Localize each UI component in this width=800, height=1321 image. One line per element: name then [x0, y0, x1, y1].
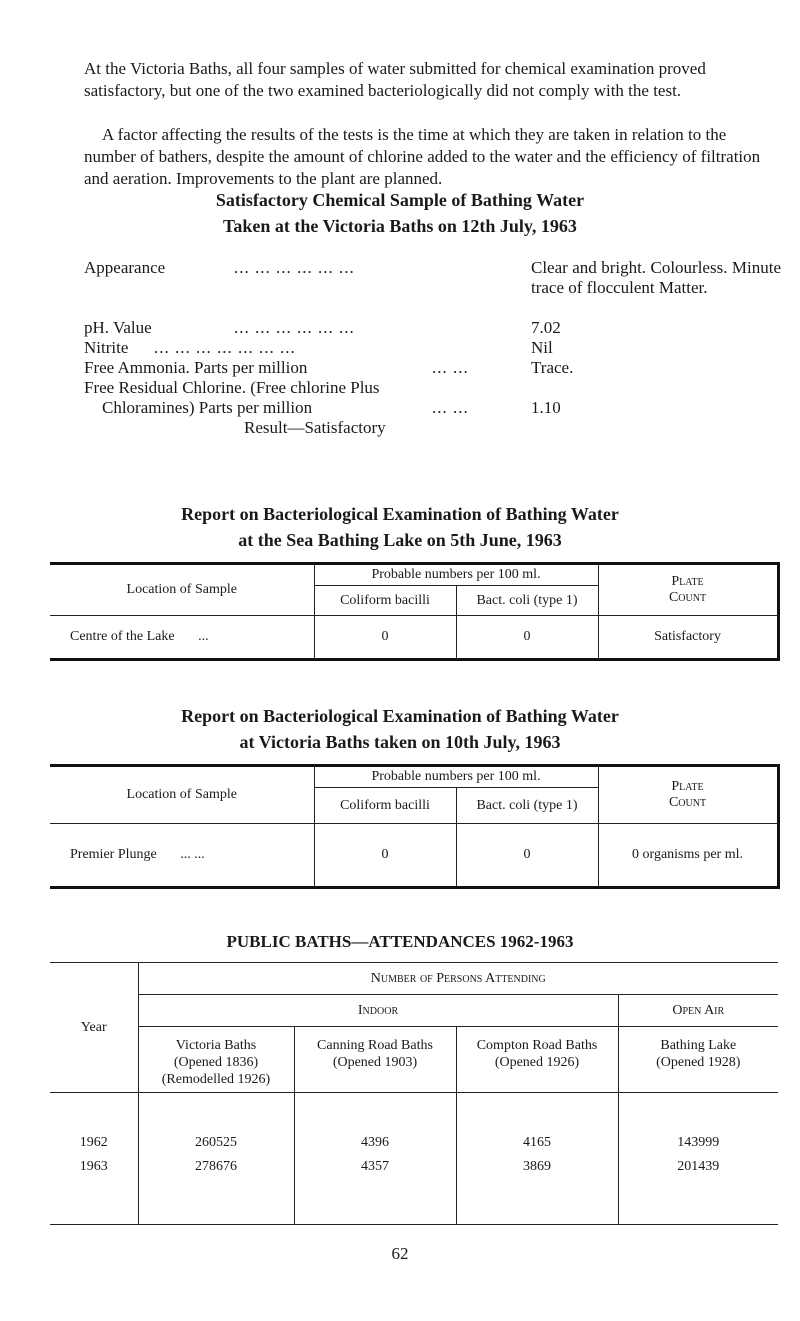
col-sub: (Opened 1903): [332, 1055, 418, 1070]
lake-head-plate: Plate Count: [598, 564, 778, 616]
baths-head-probable: Probable numbers per 100 ml.: [314, 766, 598, 788]
chemical-title-line2: Taken at the Victoria Baths on 12th July, 1963: [223, 216, 577, 236]
col-canning: [294, 1027, 456, 1093]
table-footer-cell: [138, 1195, 294, 1225]
col-name: Victoria Baths: [175, 1038, 257, 1053]
lake-row-location-text: Centre of the Lake: [70, 629, 175, 644]
leader-dots: ... ...: [180, 847, 205, 862]
page-number: 62: [391, 1244, 409, 1263]
col-sub: (Opened 1926): [494, 1055, 580, 1070]
lake-row-bact: 0: [456, 616, 598, 660]
lake-head-coliform: Coliform bacilli: [314, 586, 456, 616]
leader-dots: ... ... ... ... ... ... ...: [154, 338, 296, 357]
col-sub: (Opened 1928): [656, 1055, 741, 1070]
baths-row-location: [50, 824, 314, 888]
col-name: Canning Road Baths: [317, 1038, 433, 1053]
baths-row-location-text: Premier Plunge: [70, 847, 157, 862]
col-victoria: [138, 1027, 294, 1093]
baths-row-plate: 0 organisms per ml.: [598, 824, 778, 888]
row-canning: 4357: [294, 1157, 456, 1195]
table-footer-cell: [456, 1195, 618, 1225]
baths-report-table: [50, 764, 780, 889]
baths-row-bact: 0: [456, 824, 598, 888]
row-year: 1962: [50, 1093, 138, 1157]
lake-report-title-line1: Report on Bacteriological Examination of Bathing Water: [181, 504, 619, 524]
lake-report-title-line2: at the Sea Bathing Lake on 5th June, 1963: [238, 530, 562, 550]
head-open-air: Open Air: [618, 995, 778, 1027]
chemical-row-label: pH. Value: [84, 318, 152, 337]
baths-report-title-line1: Report on Bacteriological Examination of Bathing Water: [181, 706, 619, 726]
chemical-row-label: Chloramines) Parts per million: [102, 398, 313, 417]
baths-row-coliform: 0: [314, 824, 456, 888]
head-indoor: Indoor: [138, 995, 618, 1027]
baths-head-plate: Plate Count: [598, 766, 778, 824]
row-bathing-lake: 143999: [618, 1093, 778, 1157]
chemical-row-label: Nitrite: [84, 338, 129, 357]
row-canning: 4396: [294, 1093, 456, 1157]
chemical-row-value: Trace.: [531, 358, 574, 377]
lake-report-table: [50, 562, 780, 661]
chemical-row-value: Nil: [531, 338, 553, 357]
baths-report-title-line2: at Victoria Baths taken on 10th July, 1963: [239, 732, 561, 752]
row-victoria: 260525: [138, 1093, 294, 1157]
lake-row-coliform: 0: [314, 616, 456, 660]
head-number-attending: Number of Persons Attending: [138, 963, 778, 995]
head-year: Year: [50, 963, 138, 1093]
leader-dots: ... ...: [432, 398, 469, 417]
col-compton: [456, 1027, 618, 1093]
row-compton: 4165: [456, 1093, 618, 1157]
lake-head-location: Location of Sample: [50, 564, 314, 616]
chemical-row-label: Free Ammonia. Parts per million: [84, 358, 308, 377]
intro-paragraph: At the Victoria Baths, all four samples of water submitted for chemical examination proved satisfactory, but one of the two examined bacteriologically did not comply with the test.: [84, 59, 706, 100]
leader-dots: ...: [198, 629, 209, 644]
row-bathing-lake: 201439: [618, 1157, 778, 1195]
chemical-row-label: Free Residual Chlorine. (Free chlorine Plus: [84, 378, 380, 397]
chemical-result: Result—Satisfactory: [244, 418, 386, 437]
leader-dots: ... ... ... ... ... ...: [234, 318, 355, 337]
factor-paragraph: A factor affecting the results of the tests is the time at which they are taken in relation to the number of bathers, despite the amount of chlorine added to the water and the efficiency of filtration and aeration. Improvements to the plant are planned.: [84, 125, 761, 188]
col-name: Bathing Lake: [660, 1038, 737, 1053]
lake-head-bact: Bact. coli (type 1): [456, 586, 598, 616]
chemical-row-value: Clear and bright. Colourless. Minute trace of flocculent Matter.: [531, 258, 781, 297]
table-footer-cell: [50, 1195, 138, 1225]
row-compton: 3869: [456, 1157, 618, 1195]
baths-head-bact: Bact. coli (type 1): [456, 788, 598, 824]
col-name: Compton Road Baths: [476, 1038, 598, 1053]
row-year: 1963: [79, 1158, 108, 1174]
lake-row-location: [50, 616, 314, 660]
col-bathing-lake: [618, 1027, 778, 1093]
lake-head-probable: Probable numbers per 100 ml.: [314, 564, 598, 586]
col-sub: (Remodelled 1926): [161, 1072, 271, 1087]
baths-head-coliform: Coliform bacilli: [314, 788, 456, 824]
table-footer-cell: [294, 1195, 456, 1225]
lake-row-plate: Satisfactory: [598, 616, 778, 660]
attendances-title: PUBLIC BATHS—ATTENDANCES 1962-1963: [226, 932, 574, 951]
chemical-row-label: Appearance: [84, 258, 166, 277]
col-sub: (Opened 1836): [173, 1055, 259, 1070]
leader-dots: ... ... ... ... ... ...: [234, 258, 355, 277]
baths-head-location: Location of Sample: [50, 766, 314, 824]
row-victoria: 278676: [138, 1157, 294, 1195]
table-footer-cell: [618, 1195, 778, 1225]
chemical-row-value: 7.02: [531, 318, 561, 337]
leader-dots: ... ...: [432, 358, 469, 377]
attendances-table: [50, 962, 778, 1225]
chemical-row-value: 1.10: [531, 398, 561, 417]
chemical-title-line1: Satisfactory Chemical Sample of Bathing Water: [215, 190, 585, 210]
